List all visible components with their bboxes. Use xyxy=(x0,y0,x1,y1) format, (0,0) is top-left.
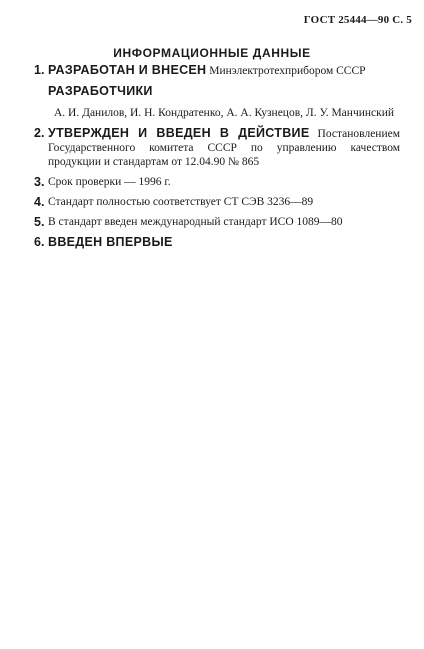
item-text: Срок проверки — 1996 г. xyxy=(48,176,171,188)
item-text: В стандарт введен международный стандарт ИСО 1089—80 xyxy=(48,216,343,228)
item-number: 4. xyxy=(34,195,45,209)
page-header-standard-ref: ГОСТ 25444—90 С. 5 xyxy=(303,14,412,26)
page-title: ИНФОРМАЦИОННЫЕ ДАННЫЕ xyxy=(113,46,311,60)
list-item-compliance xyxy=(34,195,400,209)
list-item-review-period xyxy=(34,175,400,189)
item-heading: ВВЕДЕН ВПЕРВЫЕ xyxy=(48,235,173,249)
list-item-first-introduced xyxy=(34,235,400,250)
item-text: Постановлением Государственного комитета СССР по управлению качеством продукции и стандартам от 12.04.90 № 865 xyxy=(48,128,400,168)
developers-heading: РАЗРАБОТЧИКИ xyxy=(48,84,153,98)
list-item-approved xyxy=(34,126,400,169)
item-number: 6. xyxy=(34,235,45,249)
item-number: 2. xyxy=(34,126,45,140)
item-body xyxy=(48,63,400,120)
item-number: 5. xyxy=(34,215,45,229)
item-number: 1. xyxy=(34,63,45,77)
item-body xyxy=(48,235,400,250)
list-item-developed xyxy=(34,63,400,120)
item-number: 3. xyxy=(34,175,45,189)
item-text: Минэлектротехприбором СССР xyxy=(206,65,366,77)
item-heading: УТВЕРЖДЕН И ВВЕДЕН В ДЕЙСТВИЕ xyxy=(48,126,310,140)
item-text: Стандарт полностью соответствует СТ СЭВ 3236—89 xyxy=(48,196,314,208)
item-heading: РАЗРАБОТАН И ВНЕСЕН xyxy=(48,63,207,77)
list-item-iso-standard xyxy=(34,215,400,229)
developers-list: А. И. Данилов, И. Н. Кондратенко, А. А. Кузнецов, Л. У. Манчинский xyxy=(54,107,395,119)
info-list xyxy=(34,63,400,256)
item-body xyxy=(48,126,400,169)
